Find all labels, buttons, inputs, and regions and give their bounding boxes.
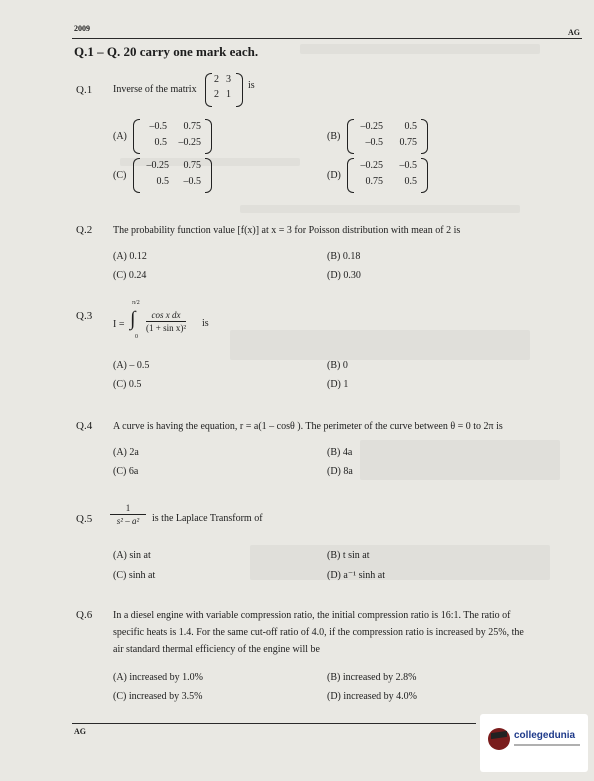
q3-option-d: (D) 1	[327, 379, 349, 390]
q5-number: Q.5	[76, 513, 93, 525]
integral-sign: ∫	[130, 308, 136, 330]
matrix-cell: –0.25	[360, 160, 383, 171]
section-heading: Q.1 – Q. 20 carry one mark each.	[74, 44, 259, 59]
q5-text: is the Laplace Transform of	[152, 513, 263, 524]
q1-suffix: is	[248, 80, 255, 91]
q1-option-a-label: (A)	[113, 131, 127, 142]
matrix-cell: 0.75	[183, 160, 201, 171]
q3-upper-limit: π/2	[132, 300, 140, 306]
matrix-cell: 0.75	[183, 121, 201, 132]
q1-matrix-right-paren	[236, 73, 243, 107]
matrix-cell: 0.5	[404, 176, 417, 187]
bleed-through	[230, 330, 530, 360]
q2-number: Q.2	[76, 224, 93, 236]
q5-denominator: s² – a²	[116, 516, 140, 526]
q1-matrix-cell: 3	[226, 74, 231, 85]
q5-option-a: (A) sin at	[113, 550, 151, 561]
q4-text: A curve is having the equation, r = a(1 – cosθ ). The perimeter of the curve between θ = 0 to 2π is	[113, 421, 503, 432]
q3-option-b: (B) 0	[327, 360, 348, 371]
q1-number: Q.1	[76, 84, 93, 96]
bleed-through	[250, 545, 550, 580]
bleed-through	[360, 440, 560, 480]
q3-number: Q.3	[76, 310, 93, 322]
matrix-cell: 0.5	[404, 121, 417, 132]
q5-option-d: (D) a⁻¹ sinh at	[327, 570, 385, 581]
q1-option-a-right-paren	[205, 119, 212, 154]
q6-line-3: air standard thermal efficiency of the engine will be	[113, 644, 320, 655]
q1-option-c-label: (C)	[113, 170, 127, 181]
q3-denominator: (1 + sin x)²	[146, 323, 187, 333]
matrix-cell: 0.75	[365, 176, 383, 187]
q6-option-c: (C) increased by 3.5%	[113, 691, 203, 702]
q1-matrix-cell: 2	[214, 89, 219, 100]
matrix-cell: –0.5	[365, 137, 383, 148]
collegedunia-watermark	[480, 714, 588, 772]
q6-option-b: (B) increased by 2.8%	[327, 672, 417, 683]
q3-option-c: (C) 0.5	[113, 379, 142, 390]
q3-option-a: (A) – 0.5	[113, 360, 150, 371]
matrix-cell: –0.25	[178, 137, 201, 148]
q1-option-c-right-paren	[205, 158, 212, 193]
fraction-bar	[110, 514, 146, 515]
q4-number: Q.4	[76, 420, 93, 432]
footer-paper-code: AG	[74, 727, 86, 736]
q1-option-b-matrix	[352, 121, 420, 148]
q6-line-2: specific heats is 1.4. For the same cut-off ratio of 4.0, if the compression ratio is increased by 25%, the	[113, 627, 524, 638]
q5-numerator: 1	[125, 503, 131, 513]
q1-option-d-label: (D)	[327, 170, 341, 181]
bleed-through	[240, 205, 520, 213]
q1-matrix-cell: 1	[226, 89, 231, 100]
q2-option-b: (B) 0.18	[327, 251, 361, 262]
q1-option-d-right-paren	[421, 158, 428, 193]
q2-option-a: (A) 0.12	[113, 251, 147, 262]
bleed-through	[300, 44, 540, 54]
matrix-cell: –0.5	[149, 121, 167, 132]
matrix-cell: –0.25	[360, 121, 383, 132]
q4-option-b: (B) 4a	[327, 447, 353, 458]
q1-option-b-label: (B)	[327, 131, 341, 142]
header-year: 2009	[74, 24, 90, 33]
q4-option-c: (C) 6a	[113, 466, 139, 477]
matrix-cell: 0.5	[156, 176, 169, 187]
q5-option-b: (B) t sin at	[327, 550, 370, 561]
q2-option-d: (D) 0.30	[327, 270, 361, 281]
watermark-tagline-bar	[514, 744, 580, 746]
matrix-cell: 0.75	[399, 137, 417, 148]
q3-fraction	[146, 310, 186, 333]
q3-lhs: I =	[113, 319, 125, 330]
q4-option-a: (A) 2a	[113, 447, 139, 458]
q1-text: Inverse of the matrix	[113, 84, 197, 95]
q5-fraction	[110, 503, 146, 526]
q6-option-a: (A) increased by 1.0%	[113, 672, 203, 683]
watermark-brand: collegedunia	[514, 730, 576, 741]
q1-option-a-matrix	[138, 121, 204, 148]
graduate-avatar-icon	[488, 728, 510, 750]
header-paper-code: AG	[568, 28, 580, 37]
q1-option-b-right-paren	[421, 119, 428, 154]
q6-line-1: In a diesel engine with variable compression ratio, the initial compression ratio is 16:1. The ratio of	[113, 610, 511, 621]
q1-matrix-cell: 2	[214, 74, 219, 85]
q1-option-c-matrix	[138, 160, 204, 187]
matrix-cell: –0.5	[399, 160, 417, 171]
q1-matrix	[210, 74, 234, 100]
q6-option-d: (D) increased by 4.0%	[327, 691, 417, 702]
q6-number: Q.6	[76, 609, 93, 621]
footer-rule	[72, 723, 476, 724]
fraction-bar	[146, 321, 186, 322]
q2-option-c: (C) 0.24	[113, 270, 147, 281]
q2-text: The probability function value [f(x)] at x = 3 for Poisson distribution with mean of 2 is	[113, 225, 461, 236]
header-rule	[72, 38, 582, 39]
matrix-cell: 0.5	[154, 137, 167, 148]
matrix-cell: –0.25	[146, 160, 169, 171]
q3-lower-limit: 0	[135, 334, 138, 340]
q4-option-d: (D) 8a	[327, 466, 353, 477]
q1-option-d-matrix	[352, 160, 420, 187]
matrix-cell: –0.5	[183, 176, 201, 187]
q5-option-c: (C) sinh at	[113, 570, 156, 581]
q3-suffix: is	[202, 318, 209, 329]
q3-numerator: cos x dx	[151, 310, 181, 320]
